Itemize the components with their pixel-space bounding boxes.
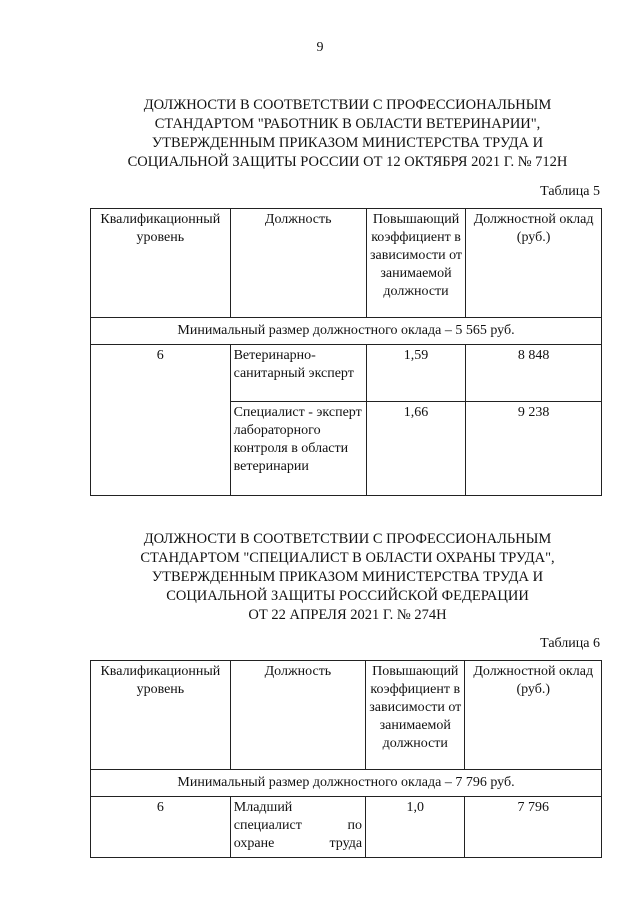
salary-cell: 7 796 <box>465 797 602 858</box>
section2-heading-line: УТВЕРЖДЕННЫМ ПРИКАЗОМ МИНИСТЕРСТВА ТРУДА И <box>151 569 544 585</box>
section2-heading-line: ДОЛЖНОСТИ В СООТВЕТСТВИИ С ПРОФЕССИОНАЛЬНЫМ <box>143 531 552 547</box>
qual-level-cell-empty <box>91 401 231 496</box>
table6-label: Таблица 6 <box>540 636 600 651</box>
qual-level-cell: 6 <box>91 345 231 402</box>
header-coefficient: Повышающий коэффициент в зависимости от занимаемой должности <box>366 661 465 770</box>
min-salary-row <box>91 318 602 345</box>
header-coefficient: Повышающий коэффициент в зависимости от занимаемой должности <box>366 209 465 318</box>
section1-heading-line: СОЦИАЛЬНОЙ ЗАЩИТЫ РОССИИ ОТ 12 ОКТЯБРЯ 2021 Г. № 712Н <box>127 154 568 170</box>
section1-heading <box>60 96 635 172</box>
header-salary: Должностной оклад (руб.) <box>465 661 602 770</box>
table-5 <box>90 208 602 496</box>
position-cell: Специалист - эксперт лабораторного контроля в области ветеринарии <box>230 401 366 496</box>
coefficient-cell: 1,59 <box>366 345 465 402</box>
min-salary-row <box>91 770 602 797</box>
section2-heading-line: СОЦИАЛЬНОЙ ЗАЩИТЫ РОССИЙСКОЙ ФЕДЕРАЦИИ <box>166 588 529 604</box>
position-cell: Ветеринарно-санитарный эксперт <box>230 345 366 402</box>
table-row <box>91 401 602 496</box>
table-6 <box>90 660 602 858</box>
table-header-row <box>91 209 602 318</box>
coefficient-cell: 1,0 <box>366 797 465 858</box>
qual-level-cell: 6 <box>91 797 231 858</box>
header-salary: Должностной оклад (руб.) <box>466 209 602 318</box>
header-qual-level: Квалификационный уровень <box>91 661 231 770</box>
table5-label: Таблица 5 <box>540 184 600 199</box>
salary-cell: 8 848 <box>466 345 602 402</box>
position-cell: Младший специалист по охране труда <box>230 797 365 858</box>
section2-heading-line: ОТ 22 АПРЕЛЯ 2021 Г. № 274Н <box>248 607 447 623</box>
table-header-row <box>91 661 602 770</box>
table-row <box>91 345 602 402</box>
header-qual-level: Квалификационный уровень <box>91 209 231 318</box>
section1-heading-line: УТВЕРЖДЕННЫМ ПРИКАЗОМ МИНИСТЕРСТВА ТРУДА И <box>151 135 544 151</box>
page-number: 9 <box>316 40 324 55</box>
section1-heading-line: ДОЛЖНОСТИ В СООТВЕТСТВИИ С ПРОФЕССИОНАЛЬНЫМ <box>143 97 552 113</box>
coefficient-cell: 1,66 <box>366 401 465 496</box>
min-salary-text: Минимальный размер должностного оклада – 5 565 руб. <box>91 318 602 345</box>
salary-cell: 9 238 <box>466 401 602 496</box>
header-position: Должность <box>230 209 366 318</box>
min-salary-text: Минимальный размер должностного оклада – 7 796 руб. <box>91 770 602 797</box>
header-position: Должность <box>230 661 365 770</box>
table-row <box>91 797 602 858</box>
section1-heading-line: СТАНДАРТОМ "РАБОТНИК В ОБЛАСТИ ВЕТЕРИНАРИИ", <box>154 116 541 132</box>
section2-heading <box>60 530 635 625</box>
section2-heading-line: СТАНДАРТОМ "СПЕЦИАЛИСТ В ОБЛАСТИ ОХРАНЫ ТРУДА", <box>140 550 555 566</box>
